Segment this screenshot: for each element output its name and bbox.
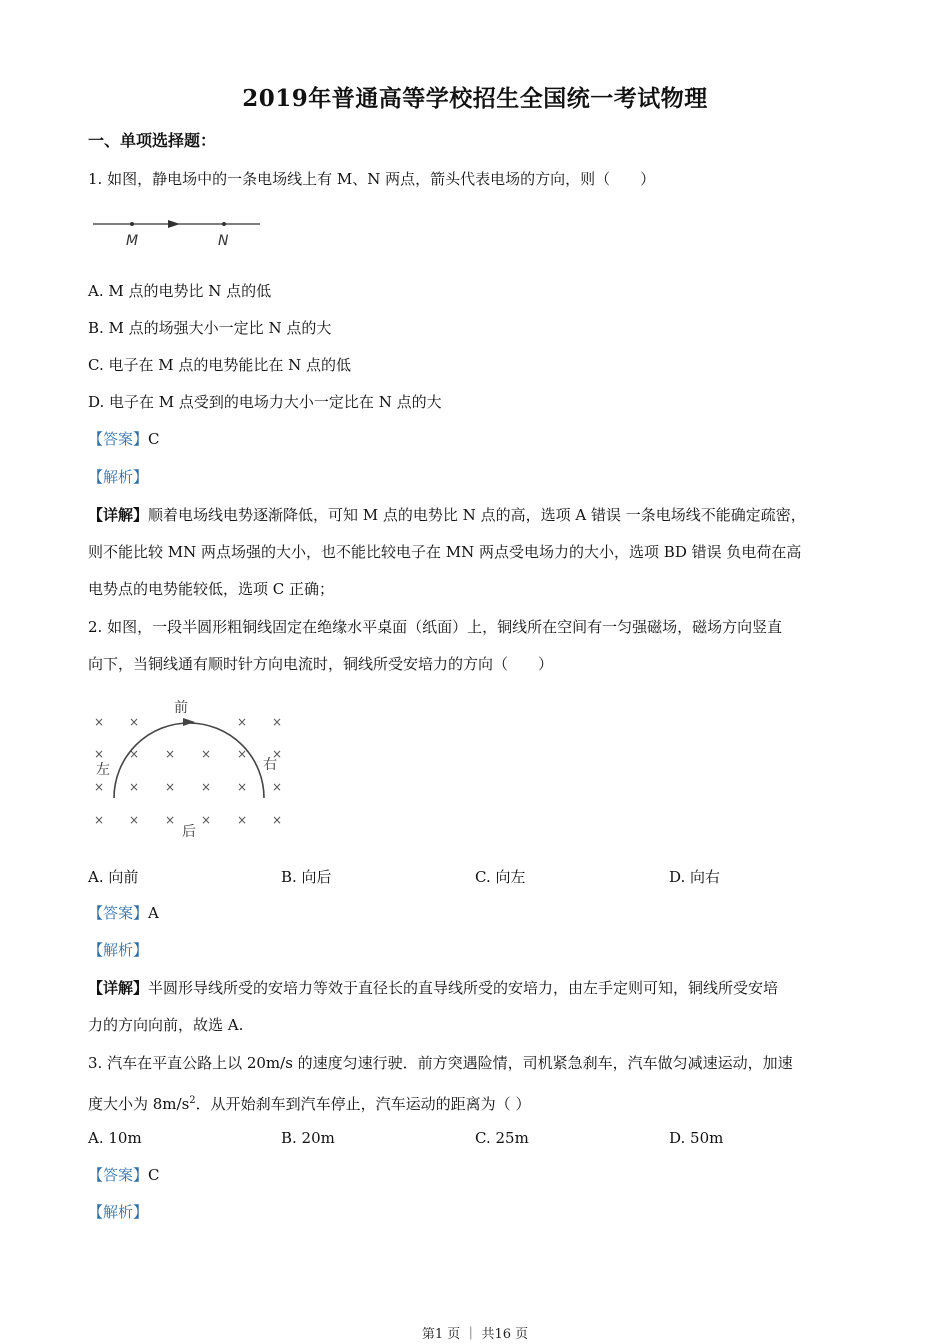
field-cross-mark: ×: [272, 747, 283, 761]
page-title: 2019年普通高等学校招生全国统一考试物理: [242, 85, 708, 112]
q1-field-line-figure: [90, 210, 270, 252]
field-cross-mark: ×: [129, 813, 140, 827]
q1-option-c: C. 电子在 M 点的电势能比在 N 点的低: [88, 356, 352, 374]
field-cross-mark: ×: [272, 715, 283, 729]
q1-detail-line-1: [88, 504, 868, 526]
field-cross-mark: ×: [237, 747, 248, 761]
q1-answer: [88, 428, 868, 450]
field-cross-mark: ×: [237, 813, 248, 827]
q3-option-c: C. 25m: [475, 1129, 529, 1147]
q1-detail-line-3: 电势点的电势能较低，选项 C 正确；: [88, 580, 335, 598]
q2-detail-line-1: [88, 977, 868, 999]
section-heading: 一、单项选择题：: [88, 131, 217, 150]
q3-option-d: D. 50m: [669, 1129, 724, 1147]
q2-stem-line-2: 向下，当铜线通有顺时针方向电流时，铜线所受安培力的方向（ ）: [88, 655, 554, 673]
q1-option-a: A. M 点的电势比 N 点的低: [88, 282, 272, 300]
q2-option-d: D. 向右: [669, 868, 721, 886]
q1-label-n: N: [218, 233, 229, 249]
field-cross-mark: ×: [94, 780, 105, 794]
q3-option-a: A. 10m: [88, 1129, 142, 1147]
q2-label-right: 右: [263, 757, 277, 773]
magnetic-field-crosses: [94, 715, 282, 827]
page-footer: 第1 页 ｜ 共16 页: [421, 1327, 529, 1342]
q3-stem-line-2: [88, 1090, 868, 1115]
q3-option-b: B. 20m: [281, 1129, 335, 1147]
field-cross-mark: ×: [237, 715, 248, 729]
field-cross-mark: ×: [94, 747, 105, 761]
q2-option-c: C. 向左: [475, 868, 526, 886]
answer-value: A: [148, 904, 159, 922]
q2-stem-line-1: 2. 如图，一段半圆形粗铜线固定在绝缘水平桌面（纸面）上，铜线所在空间有一匀强磁场，磁场方向竖直: [88, 618, 783, 636]
field-cross-mark: ×: [165, 813, 176, 827]
q2-analysis-tag: 【解析】: [88, 941, 149, 959]
detail-text: 半圆形导线所受的安培力等效于直径长的直导线所受的安培力，由左手定则可知，铜线所受安培: [148, 979, 779, 997]
q3-stem-line-1: 3. 汽车在平直公路上以 20m/s 的速度匀速行驶．前方突遇险情，司机紧急刹车，汽车做匀减速运动，加速: [88, 1054, 793, 1072]
answer-value: C: [148, 1166, 160, 1184]
q2-label-back: 后: [182, 824, 196, 840]
q1-option-b: B. M 点的场强大小一定比 N 点的大: [88, 319, 332, 337]
answer-tag: 【答案】: [88, 1166, 149, 1184]
q3-stem-text-end: ．从开始刹车到汽车停止，汽车运动的距离为（ ）: [195, 1095, 531, 1113]
q2-answer: [88, 902, 868, 924]
field-cross-mark: ×: [165, 780, 176, 794]
field-cross-mark: ×: [201, 780, 212, 794]
q2-detail-line-2: 力的方向向前，故选 A.: [88, 1016, 244, 1034]
field-cross-mark: ×: [129, 780, 140, 794]
detail-text: 顺着电场线电势逐渐降低，可知 M 点的电势比 N 点的高，选项 A 错误 一条电场线不能确定疏密，: [148, 506, 806, 524]
q2-label-front: 前: [174, 700, 188, 716]
q3-superscript: 2: [189, 1095, 196, 1106]
field-cross-mark: ×: [201, 747, 212, 761]
detail-tag: 【详解】: [88, 506, 149, 524]
q1-stem: 1. 如图，静电场中的一条电场线上有 M、N 两点，箭头代表电场的方向，则（ ）: [88, 170, 656, 188]
q3-stem-text: 度大小为 8m/s: [88, 1095, 190, 1113]
field-cross-mark: ×: [272, 780, 283, 794]
q1-option-d: D. 电子在 M 点受到的电场力大小一定比在 N 点的大: [88, 393, 442, 411]
answer-tag: 【答案】: [88, 904, 149, 922]
field-cross-mark: ×: [94, 813, 105, 827]
q2-option-b: B. 向后: [281, 868, 332, 886]
answer-tag: 【答案】: [88, 430, 149, 448]
field-cross-mark: ×: [165, 747, 176, 761]
field-cross-mark: ×: [129, 747, 140, 761]
q1-analysis-tag: 【解析】: [88, 468, 149, 486]
detail-tag: 【详解】: [88, 979, 149, 997]
field-cross-mark: ×: [272, 813, 283, 827]
q1-detail-line-2: 则不能比较 MN 两点场强的大小，也不能比较电子在 MN 两点受电场力的大小，选项 BD 错误 负电荷在高: [88, 543, 802, 561]
q2-magnetic-field-figure: [86, 696, 286, 842]
q3-answer: [88, 1164, 868, 1186]
field-cross-mark: ×: [201, 813, 212, 827]
field-cross-mark: ×: [237, 780, 248, 794]
field-cross-mark: ×: [129, 715, 140, 729]
q3-analysis-tag: 【解析】: [88, 1203, 149, 1221]
q2-option-a: A. 向前: [88, 868, 139, 886]
answer-value: C: [148, 430, 160, 448]
field-cross-mark: ×: [94, 715, 105, 729]
q2-label-left: 左: [96, 762, 110, 778]
q1-label-m: M: [126, 233, 139, 249]
